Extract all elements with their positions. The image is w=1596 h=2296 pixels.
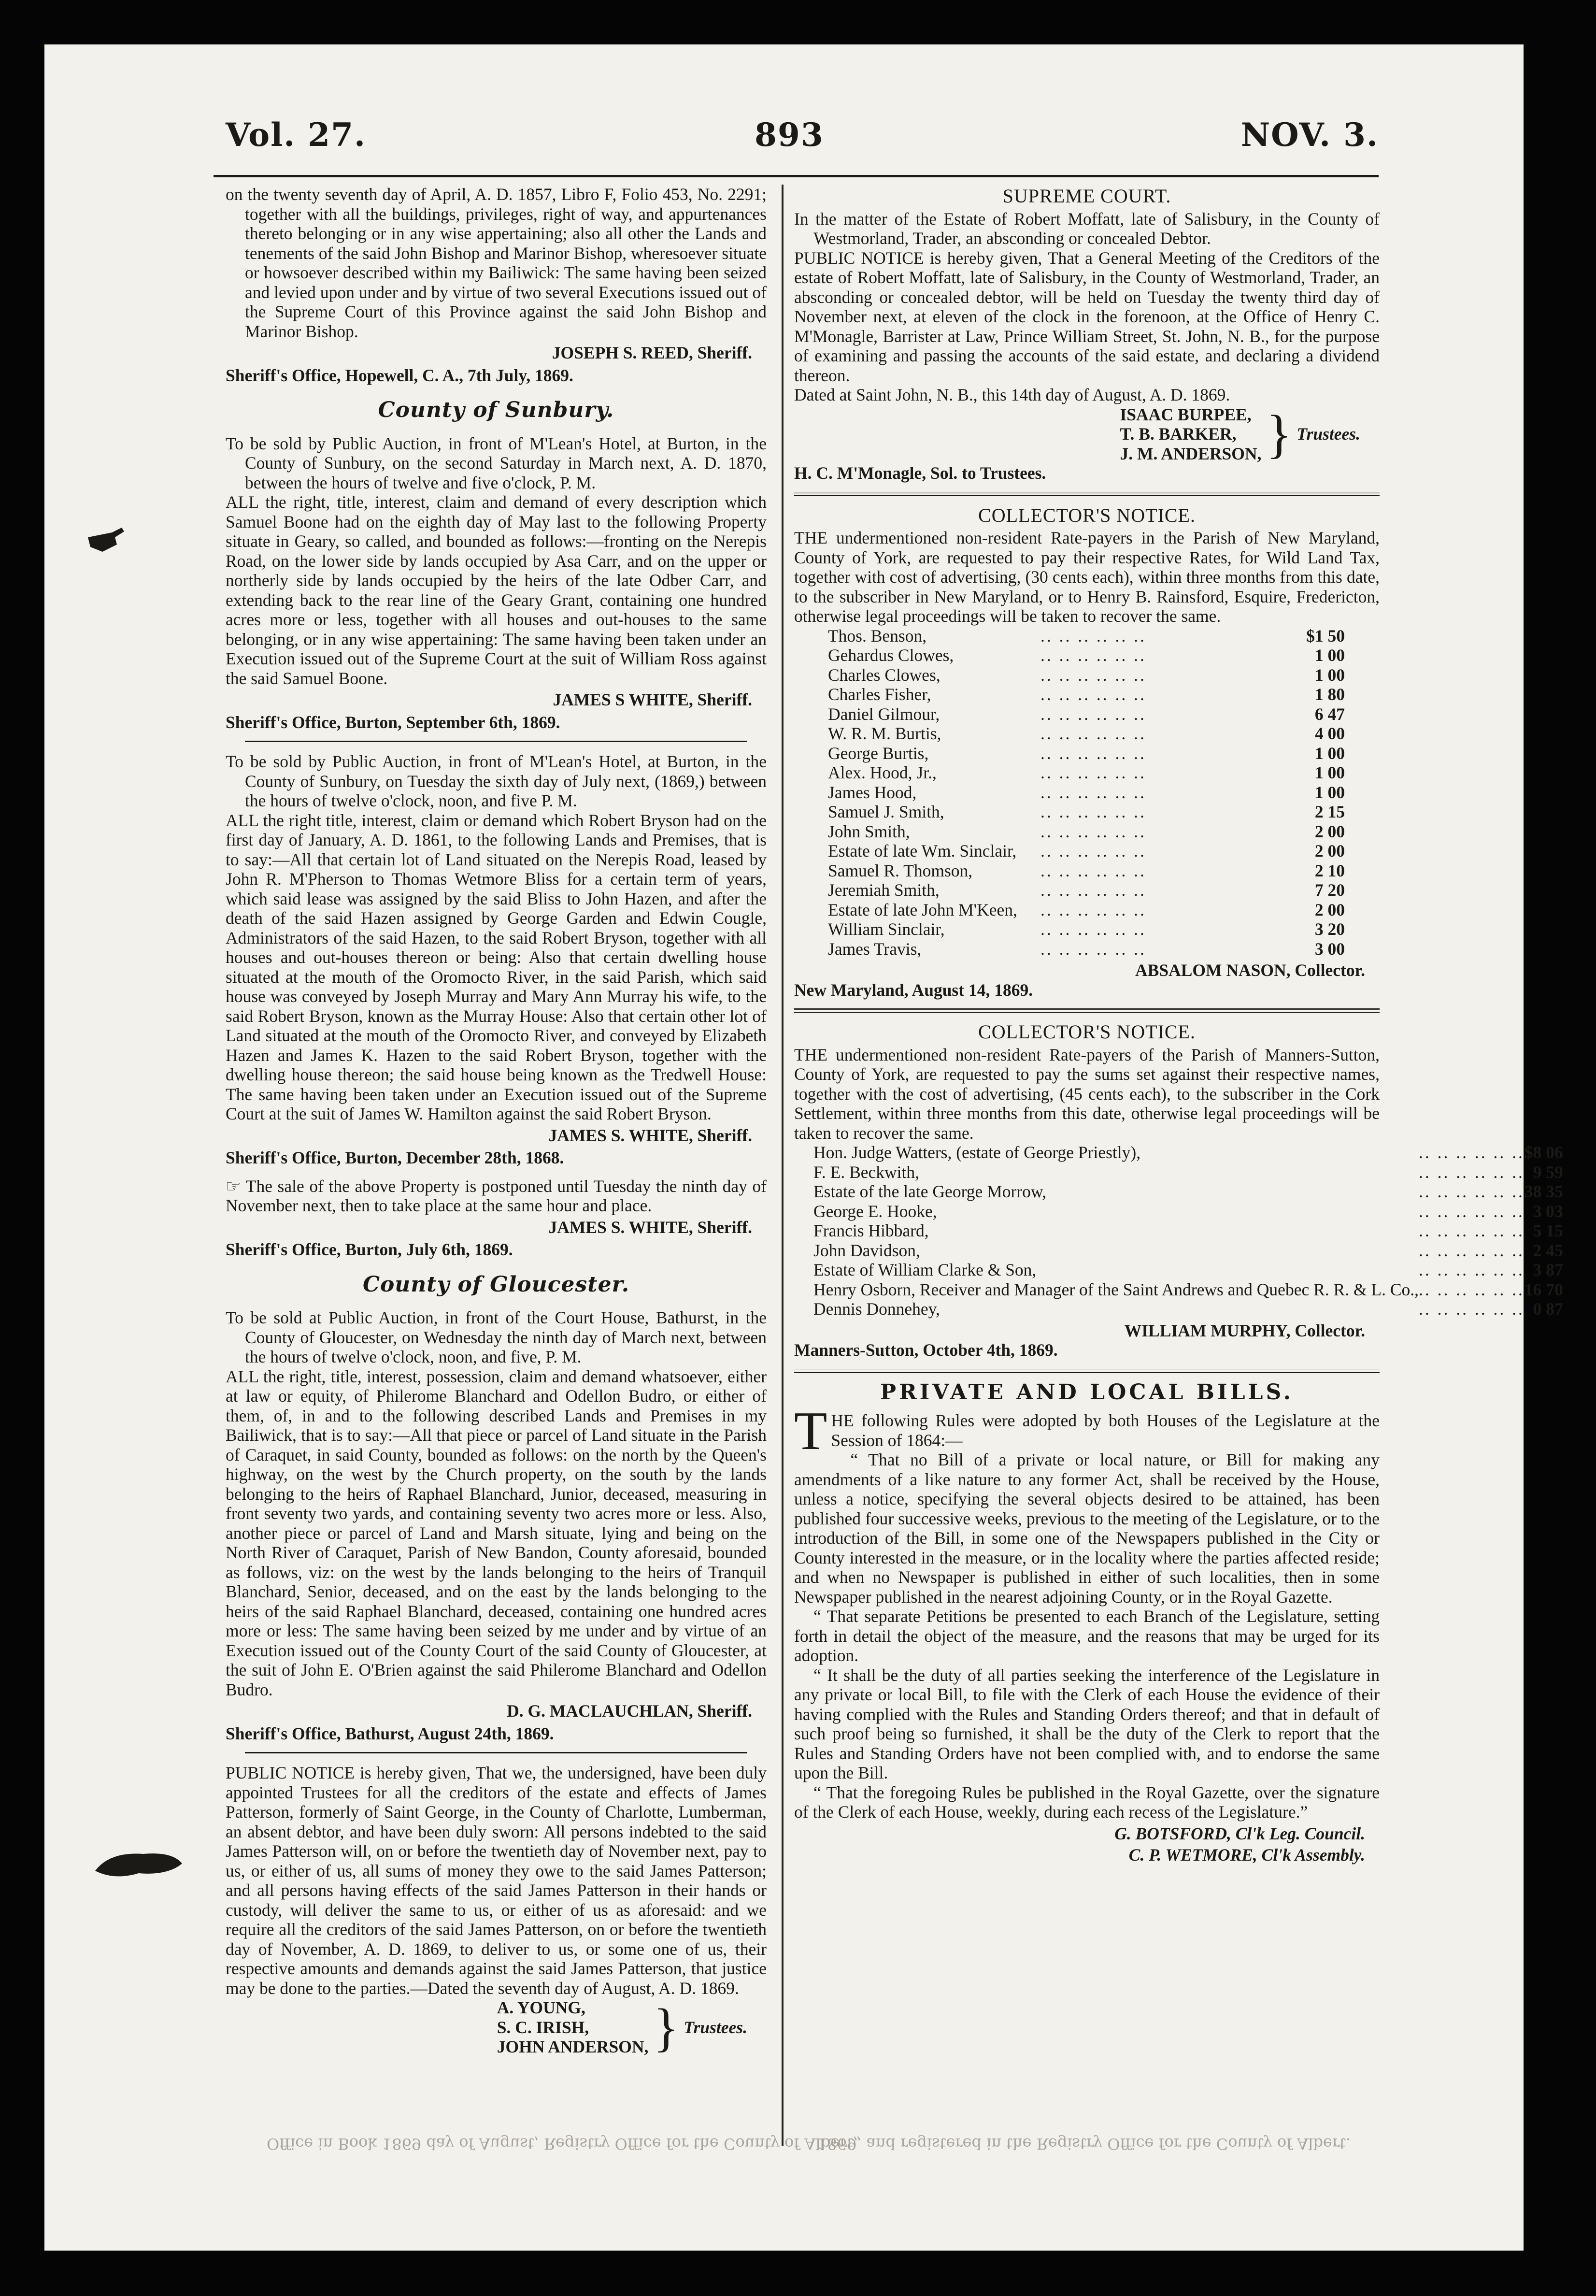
rate-row [828,841,1345,861]
rate-row [828,861,1345,881]
rate-amount: 3 00 [1314,939,1345,959]
trustee-name: A. YOUNG, [497,1998,585,2017]
leader-dots: .. .. .. .. .. .. [1040,685,1146,704]
ratepayer-name: F. E. Beckwith, [813,1162,920,1182]
rate-amount: 1 80 [1314,685,1345,704]
bills-rule: “ That the foregoing Rules be published in the Royal Gazette, over the signature of the Clerk of each House, weekly, during each recess of the Legislature.” [794,1782,1380,1822]
ratepayer-name: James Hood, [828,782,917,802]
bleed-through-text-left: Office in Book 1869 day of August, Registry Office for the County of Albert, [267,2135,858,2153]
rate-row [813,1280,1563,1300]
rate-amount: 5 15 [1533,1221,1563,1240]
collector2-title: COLLECTOR'S NOTICE. [978,1021,1196,1043]
rate-row [828,626,1345,646]
ratepayer-name: Estate of late Wm. Sinclair, [828,841,1017,861]
collector1-place: New Maryland, August 14, 1869. [794,980,1033,1000]
rate-amount: 2 45 [1533,1240,1563,1260]
rate-row [828,880,1345,900]
trustee-name: JOHN ANDERSON, [497,2037,649,2056]
leader-dots: .. .. .. .. .. .. [1419,1143,1525,1162]
supreme-solicitor: H. C. M'Monagle, Sol. to Trustees. [794,463,1046,483]
collector2-table [813,1143,1563,1319]
rate-amount: 16 70 [1524,1279,1563,1299]
boone-notice [226,434,767,732]
collector2-signature: WILLIAM MURPHY, Collector. [1124,1320,1365,1340]
rate-amount: 3 87 [1533,1260,1563,1279]
boone-intro: To be sold by Public Auction, in front of M'Lean's Hotel, at Burton, in the County of Sunbury, on the second Saturday in March next, A. D. 1870, between the hours of twelve and five o'clock, P. M. [226,433,767,492]
rate-row [813,1241,1563,1261]
bills-title: PRIVATE AND LOCAL BILLS. [880,1379,1294,1405]
rate-row [828,939,1345,959]
rate-amount: 2 00 [1314,900,1345,919]
bills-rule: “ It shall be the duty of all parties seeking the interference of the Legislature in any private or local Bill, to file with the Clerk of each House the evidence of their having complied with the Rules and Standing Orders thereof; and that in default of such proof being so furnished, it shall be the duty of the Clerk to report that the Rules and Standing Orders have not been complied with, and to endorse the same upon the Bill. [794,1665,1380,1782]
leader-dots: .. .. .. .. .. .. [1040,821,1146,841]
trustee-name: T. B. BARKER, [1120,424,1237,444]
ratepayer-name: Charles Clowes, [828,665,940,685]
newspaper-page [44,44,1563,2251]
header-rule [214,175,1379,177]
rate-row [828,822,1345,842]
blanchard-place: Sheriff's Office, Bathurst, August 24th, 1869. [226,1723,554,1743]
column-divider [782,185,784,2146]
trustee-name: J. M. ANDERSON, [1120,444,1262,463]
ratepayer-name: Estate of late John M'Keen, [828,900,1017,919]
ratepayer-name: Alex. Hood, Jr., [828,763,937,782]
ratepayer-name: Estate of the late George Morrow, [813,1182,1047,1201]
ratepayer-name: James Travis, [828,939,922,959]
ratepayer-name: Dennis Donnehey, [813,1299,940,1319]
leader-dots: .. .. .. .. .. .. [1419,1299,1525,1319]
ratepayer-name: William Sinclair, [828,919,945,939]
rate-row [813,1162,1563,1182]
rate-row [828,900,1345,920]
volume-number: Vol. 27. [226,116,367,154]
rate-amount: 9 59 [1533,1162,1563,1182]
brace-icon: } [1266,404,1292,464]
left-column [226,185,767,2190]
boone-place: Sheriff's Office, Burton, September 6th, 1869. [226,712,560,732]
leader-dots: .. .. .. .. .. .. [1419,1182,1525,1201]
trustees-label: Trustees. [684,2017,747,2037]
bryson-postponed-text: The sale of the above Property is postponed until Tuesday the ninth day of November next, then to take place at the same hour and place. [226,1176,767,1215]
page-number: 893 [755,116,824,154]
reed-signature: JOSEPH S. REED, Sheriff. [552,343,752,362]
leader-dots: .. .. .. .. .. .. [1040,724,1146,743]
leader-dots: .. .. .. .. .. .. [1040,626,1146,646]
rate-amount: 38 35 [1524,1182,1563,1201]
trustee-names [497,1998,649,2057]
leader-dots: .. .. .. .. .. .. [1040,782,1146,802]
patterson-body: PUBLIC NOTICE is hereby given, That we, the undersigned, have been duly appointed Trustees for all the creditors of the estate and effects of James Patterson, formerly of Saint George, in the County of Charlotte, Lumberman, an absent debtor, and have been duly sworn: All persons indebted to the said James Patterson will, on or before the twentieth day of November next, pay to us, or either of us, all sums of money they owe to the said James Patterson; and all persons having effects of the said James Patterson in their hands or custody, will deliver the same to us, or either of us as aforesaid: and we require all the creditors of the said James Patterson, on or before the twentieth day of November, A. D. 1869, to deliver to us, or some one of us, their respective amounts and demands against the said James Patterson, that justice may be done to the parties.—Dated the seventh day of August, A. D. 1869. [226,1763,767,1998]
leader-dots: .. .. .. .. .. .. [1040,841,1146,861]
pointing-hand-mark-icon: ☞ [226,1176,246,1196]
rate-amount: $8 06 [1524,1143,1563,1162]
rate-amount: 0 87 [1533,1299,1563,1319]
leader-dots: .. .. .. .. .. .. [1040,743,1146,763]
blanchard-intro: To be sold at Public Auction, in front of the Court House, Bathurst, in the County of Gloucester, on Wednesday the ninth day of March next, between the hours of twelve o'clock, noon, and five, P. M. [226,1308,767,1366]
trustees-label: Trustees. [1297,424,1360,444]
bryson-place-2: Sheriff's Office, Burton, July 6th, 1869. [226,1240,513,1259]
rate-amount: 2 00 [1314,821,1345,841]
rate-row [828,744,1345,763]
rate-amount: 6 47 [1314,704,1345,724]
rate-amount: 3 03 [1533,1201,1563,1221]
blanchard-notice [226,1308,767,1743]
rate-row [828,783,1345,803]
private-local-bills [794,1379,1380,1865]
rate-amount: 1 00 [1314,665,1345,685]
leader-dots: .. .. .. .. .. .. [1040,861,1146,880]
supreme-dated: Dated at Saint John, N. B., this 14th day of August, A. D. 1869. [794,385,1230,404]
ratepayer-name: Charles Fisher, [828,685,931,704]
collector1-body: THE undermentioned non-resident Rate-payers in the Parish of New Maryland, County of York, are requested to pay their respective Rates, for Wild Land Tax, together with cost of advertising, (30 cents each), within three months from this date, to the subscriber in New Maryland, or to Henry B. Rainsford, Esquire, Fredericton, otherwise legal proceedings will be taken to recover the same. [794,528,1380,626]
supreme-matter: In the matter of the Estate of Robert Moffatt, late of Salisbury, in the County of Westmorland, Trader, an absconding or concealed Debtor. [794,209,1380,248]
rate-row [813,1221,1563,1241]
rate-row [813,1299,1563,1319]
ratepayer-name: Samuel J. Smith, [828,802,944,821]
bryson-signature: JAMES S. WHITE, Sheriff. [548,1125,752,1145]
boone-signature: JAMES S WHITE, Sheriff. [553,690,752,709]
rate-amount: 1 00 [1314,646,1345,665]
ratepayer-name: Hon. Judge Watters, (estate of George Priestly), [813,1143,1141,1162]
rate-row [813,1202,1563,1221]
bryson-signature-2: JAMES S. WHITE, Sheriff. [548,1217,752,1237]
ratepayer-name: Estate of William Clarke & Son, [813,1260,1037,1279]
trustee-names [1120,405,1261,464]
trustee-name: ISAAC BURPEE, [1120,404,1252,424]
collector2-place: Manners-Sutton, October 4th, 1869. [794,1340,1058,1360]
leader-dots: .. .. .. .. .. .. [1419,1240,1525,1260]
clerk-council-signature: G. BOTSFORD, Cl'k Leg. Council. [1114,1823,1365,1843]
rate-row [828,646,1345,665]
rate-row [828,685,1345,704]
ratepayer-name: John Smith, [828,821,910,841]
ratepayer-name: John Davidson, [813,1240,920,1260]
leader-dots: .. .. .. .. .. .. [1040,939,1146,959]
notice-separator [245,1752,747,1753]
leader-dots: .. .. .. .. .. .. [1040,900,1146,919]
gloucester-heading: County of Gloucester. [362,1272,630,1297]
rate-row [828,802,1345,822]
clerk-assembly-signature: C. P. WETMORE, Cl'k Assembly. [1128,1845,1365,1865]
notice-separator [794,1369,1380,1373]
ratepayer-name: George E. Hooke, [813,1201,937,1221]
leader-dots: .. .. .. .. .. .. [1419,1260,1525,1279]
rate-amount: $1 50 [1306,626,1345,646]
ratepayer-name: W. R. M. Burtis, [828,724,941,743]
collector1-table [828,626,1345,959]
ratepayer-name: Henry Osborn, Receiver and Manager of the Saint Andrews and Quebec R. R. & L. Co., [813,1279,1419,1299]
leader-dots: .. .. .. .. .. .. [1040,919,1146,939]
reed-notice [226,185,767,385]
rate-amount: 7 20 [1314,880,1345,900]
collector-notice-new-maryland [794,506,1380,1000]
leader-dots: .. .. .. .. .. .. [1040,704,1146,724]
blanchard-body: ALL the right, title, interest, possession, claim and demand whatsoever, either at law or equity, of Philerome Blanchard and Odellon Budro, or either of them, of, in and to the following described Lands and Premises in my Bailiwick, that is to say:—All that piece or parcel of Land situate in the Parish of Caraquet, in said County, bounded as follows: on the north by the Queen's highway, on the west by the Church property, on the south by the lands belonging to the heirs of Raphael Blanchard, Junior, deceased, measuring in front seventy two yards, and containing seventy two acres more or less. Also, another piece or parcel of Land and Marsh situate, lying and being on the North River of Caraquet, Parish of New Bandon, County aforesaid, bounded as follows, viz: on the west by the lands belonging to the heirs of Tranquil Blanchard, Senior, deceased, and on the east by the lands belonging to the heirs of the said Raphael Blanchard, deceased, containing one hundred acres more or less: The same having been seized by me under and by virtue of an Execution issued out of the County Court of the said County of Gloucester, at the suit of John E. O'Brien against the said Philerome Blanchard and Odellon Budro. [226,1366,767,1699]
bryson-body: ALL the right title, interest, claim or demand which Robert Bryson had on the first day of January, A. D. 1861, to the following Lands and Premises, that is to say:—All that certain lot of Land situated on the Nerepis Road, leased by John R. M'Pherson to Thomas Wetmore Bliss for a certain term of years, which said lease was assigned by the said Bliss to John Hazen, and after the death of the said Hazen assigned by George Garden and Edwin Cougle, Administrators of the said Hazen, to the said Robert Bryson, together with all houses and out-houses thereon or being: Also that certain dwelling house situated at the mouth of the Oromocto River, in the said Parish, which said house was conveyed by Joseph Murray and Mary Ann Murray his wife, to the said Robert Bryson, known as the Murray House: Also that certain other lot of Land situated at the mouth of the Oromocto River, and conveyed by Elizabeth Hazen and James K. Hazen to the said Robert Bryson, together with the dwelling house thereon; the said house being known as the Tredwell House: The same having been taken under an Execution issued out of the Supreme Court at the suit of James W. Hamilton against the said Robert Bryson. [226,810,767,1123]
notice-separator [245,741,747,742]
bryson-postponed [226,1177,767,1216]
rate-amount: 1 00 [1314,782,1345,802]
issue-date: NOV. 3. [1240,116,1379,154]
blanchard-signature: D. G. MACLAUCHLAN, Sheriff. [507,1701,752,1721]
supreme-body: PUBLIC NOTICE is hereby given, That a General Meeting of the Creditors of the estate of Robert Moffatt, late of Salisbury, in the County of Westmorland, Trader, an absconding or concealed debtor, will be held on Tuesday the twenty third day of November next, at eleven of the clock in the forenoon, at the Office of Henry C. M'Monagle, Barrister at Law, Prince William Street, St. John, N. B., for the purpose of examining and passing the accounts of the said estate, and declaring a dividend thereon. [794,248,1380,385]
sunbury-heading: County of Sunbury. [378,398,614,422]
rate-row [828,763,1345,783]
bills-intro-text: HE following Rules were adopted by both Houses of the Legislature at the Session of 1864:— [831,1411,1380,1450]
bryson-intro: To be sold by Public Auction, in front of M'Lean's Hotel, at Burton, in the County of Sunbury, on Tuesday the sixth day of July next, (1869,) between the hours of twelve o'clock, noon, and five P. M. [226,752,767,810]
trustee-name: S. C. IRISH, [497,2017,589,2037]
leader-dots: .. .. .. .. .. .. [1419,1162,1525,1182]
rate-amount: 2 15 [1314,802,1345,821]
rate-amount: 3 20 [1314,919,1345,939]
rate-row [828,704,1345,724]
collector1-title: COLLECTOR'S NOTICE. [978,504,1196,526]
ratepayer-name: Thos. Benson, [828,626,927,646]
supreme-title: SUPREME COURT. [1002,185,1171,207]
collector-notice-manners-sutton [794,1021,1563,1360]
ink-blot-icon [90,1842,187,1885]
leader-dots: .. .. .. .. .. .. [1419,1221,1525,1240]
ratepayer-name: George Burtis, [828,743,929,763]
leader-dots: .. .. .. .. .. .. [1419,1201,1525,1221]
leader-dots: .. .. .. .. .. .. [1040,665,1146,685]
pointing-hand-icon [83,518,127,561]
rate-row [813,1143,1563,1162]
ratepayer-name: Jeremiah Smith, [828,880,940,900]
bills-rule: “ That separate Petitions be presented to each Branch of the Legislature, setting forth in detail the object of the measure, and the reasons that may be urged for its adoption. [794,1607,1380,1665]
ratepayer-name: Daniel Gilmour, [828,704,940,724]
rate-amount: 2 10 [1314,861,1345,880]
collector2-body: THE undermentioned non-resident Rate-payers of the Parish of Manners-Sutton, County of York, are requested to pay the sums set against their respective names, together with the cost of advertising, (45 cents each), to the subscriber in the Cork Settlement, within three months from this date, otherwise legal proceedings will be taken to recover the same. [794,1045,1380,1143]
leader-dots: .. .. .. .. .. .. [1040,763,1146,782]
supreme-trustees [794,405,1360,464]
rate-row [828,919,1345,939]
supreme-court-notice [794,187,1380,483]
brace-icon: } [653,1997,679,2057]
patterson-trustees [226,1998,747,2057]
rate-amount: 4 00 [1314,724,1345,743]
bills-intro [794,1401,1380,1461]
rate-amount: 1 00 [1314,743,1345,763]
reed-body: on the twenty seventh day of April, A. D. 1857, Libro F, Folio 453, No. 2291; together with all the buildings, privileges, right of way, and appurtenances thereto belonging or in any wise appertaining; also all other the Lands and tenements of the said John Bishop and Marinor Bishop, wheresoever situate or howsoever described within my Bailiwick: The same having been seized and levied upon under and by virtue of two several Executions issued out of the Supreme Court of this Province against the said John Bishop and Marinor Bishop. [226,185,767,341]
bills-rule: “ That no Bill of a private or local nature, or Bill for making any amendments of a like nature to any former Act, shall be received by the House, unless a notice, specifying the several objects desired to be attained, has been published four successive weeks, previous to the meeting of the Legislature, or to the introduction of the Bill, in some one of the Newspapers published in the City or County interested in the measure, or in the locality where the parties affected reside; and when no Newspaper is published in either of such localities, then in some Newspaper published in the nearest adjoining County, or in the Royal Gazette. [794,1450,1380,1607]
ratepayer-name: Francis Hibbard, [813,1221,929,1240]
drop-cap: T [794,1401,827,1461]
patterson-notice [226,1763,767,2057]
rate-row [813,1182,1563,1202]
ratepayer-name: Samuel R. Thomson, [828,861,973,880]
notice-separator [794,1008,1380,1013]
bryson-place: Sheriff's Office, Burton, December 28th, 1868. [226,1148,564,1167]
reed-place: Sheriff's Office, Hopewell, C. A., 7th July, 1869. [226,365,573,385]
leader-dots: .. .. .. .. .. .. [1040,802,1146,821]
leader-dots: .. .. .. .. .. .. [1040,646,1146,665]
bryson-notice [226,752,767,1260]
bleed-through-text-right: 1869, and registered in the Registry Office for the County of Albert. [817,2135,1351,2153]
rate-row [828,665,1345,685]
page-header [44,44,1524,189]
collector1-signature: ABSALOM NASON, Collector. [1135,961,1365,980]
leader-dots: .. .. .. .. .. .. [1040,880,1146,900]
right-column [794,185,1563,2190]
leader-dots: .. .. .. .. .. .. [1419,1279,1525,1299]
rate-amount: 1 00 [1314,763,1345,782]
notice-separator [794,492,1380,496]
rate-row [813,1260,1563,1280]
boone-body: ALL the right, title, interest, claim and demand of every description which Samuel Boone had on the eighth day of May last to the following Property situate in Geary, so called, and bounded as follows:—fronting on the Nerepis Road, on the lower side by lands occupied by Asa Carr, and on the upper or northerly side by lands occupied by the heirs of the late Odber Carr, and extending back to the rear line of the Geary Grant, containing one hundred acres more or less, together with all houses and out-houses to the same belonging, or in any wise appertaining: The same having been taken under an Execution issued out of the Supreme Court at the suit of William Ross against the said Samuel Boone. [226,492,767,688]
ratepayer-name: Gehardus Clowes, [828,646,954,665]
rate-row [828,724,1345,744]
rate-amount: 2 00 [1314,841,1345,861]
